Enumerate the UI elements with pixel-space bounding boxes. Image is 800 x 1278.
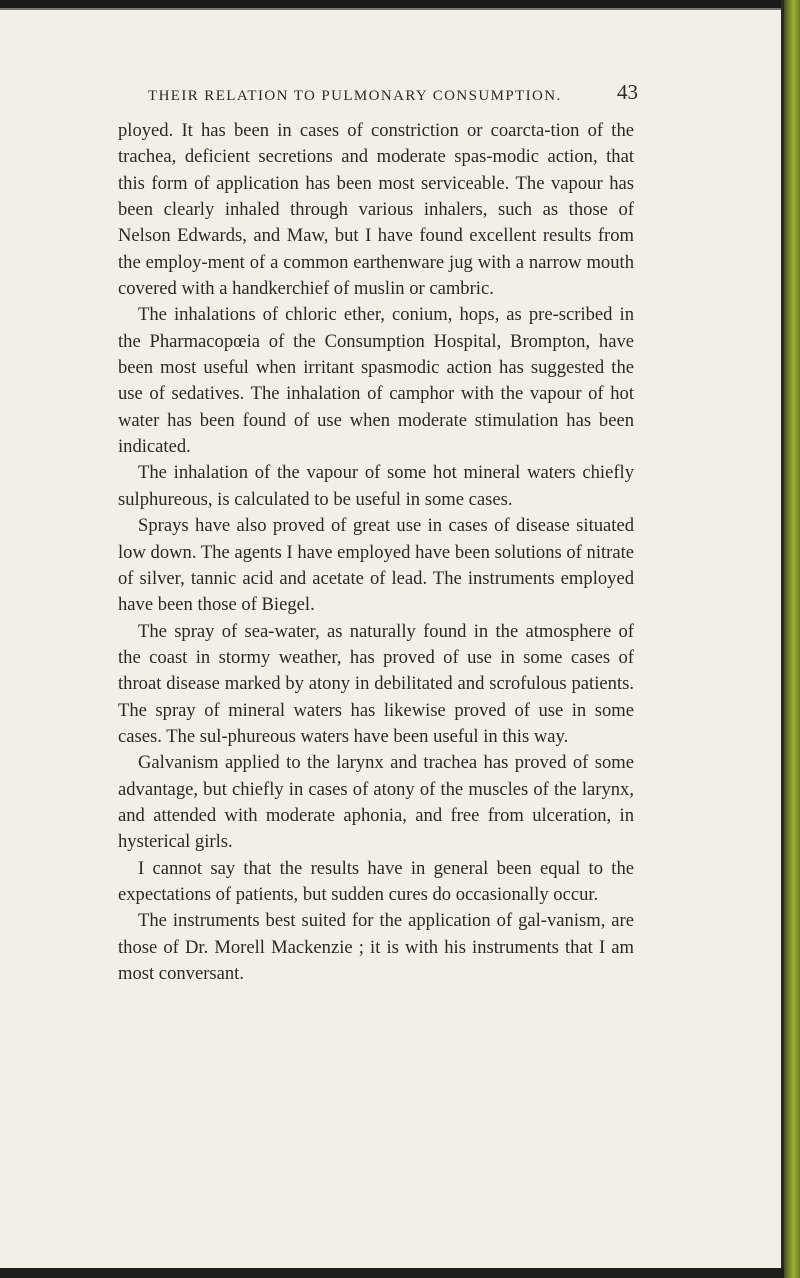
page-header <box>148 80 638 112</box>
running-head: THEIR RELATION TO PULMONARY CONSUMPTION. <box>148 88 562 104</box>
paragraph-2: The inhalations of chloric ether, conium, hops, as pre-scribed in the Pharmacopœia of the Consumption Hospital, Brompton, have been most useful when irritant spasmodic action has suggested the use of sedatives. The inhalation of camphor with the vapour of hot water has been found of use when moderate stimulation has been indicated. <box>118 304 634 458</box>
body-text <box>118 118 634 987</box>
page-number: 43 <box>617 80 638 104</box>
paragraph-3: The inhalation of the vapour of some hot mineral waters chiefly sulphureous, is calculated to be useful in some cases. <box>118 462 634 510</box>
paragraph-4: Sprays have also proved of great use in cases of disease situated low down. The agents I have employed have been solutions of nitrate of silver, tannic acid and acetate of lead. The instruments employed have been those of Biegel. <box>118 515 635 616</box>
paragraph-7: I cannot say that the results have in general been equal to the expectations of patients, but sudden cures do occasionally occur. <box>118 857 634 905</box>
page-bottom-edge <box>0 1268 784 1278</box>
paragraph-1: ployed. It has been in cases of constriction or coarcta-tion of the trachea, deficient secretions and moderate spas-modic action, that this form of application has been most serviceable. The vapour has been clearly inhaled through various inhalers, such as those of Nelson Edwards, and Maw, but I have found excellent results from the employ-ment of a common earthenware jug with a narrow mouth covered with a handkerchief of muslin or cambric. <box>118 120 634 300</box>
paragraph-5: The spray of sea-water, as naturally found in the atmosphere of the coast in stormy weather, has proved of use in some cases of throat disease marked by atony in debilitated and scrofulous patients. The spray of mineral waters has likewise proved of use in some cases. The sul-phureous waters have been useful in this way. <box>118 620 634 747</box>
paragraph-6: Galvanism applied to the larynx and trachea has proved of some advantage, but chiefly in cases of atony of the muscles of the larynx, and attended with moderate aphonia, and free from ulceration, in hysterical girls. <box>118 752 634 853</box>
page-top-edge <box>0 0 784 8</box>
book-spine <box>784 0 800 1278</box>
paragraph-8: The instruments best suited for the application of gal-vanism, are those of Dr. Morell Mackenzie ; it is with his instruments that I am most conversant. <box>118 910 634 984</box>
